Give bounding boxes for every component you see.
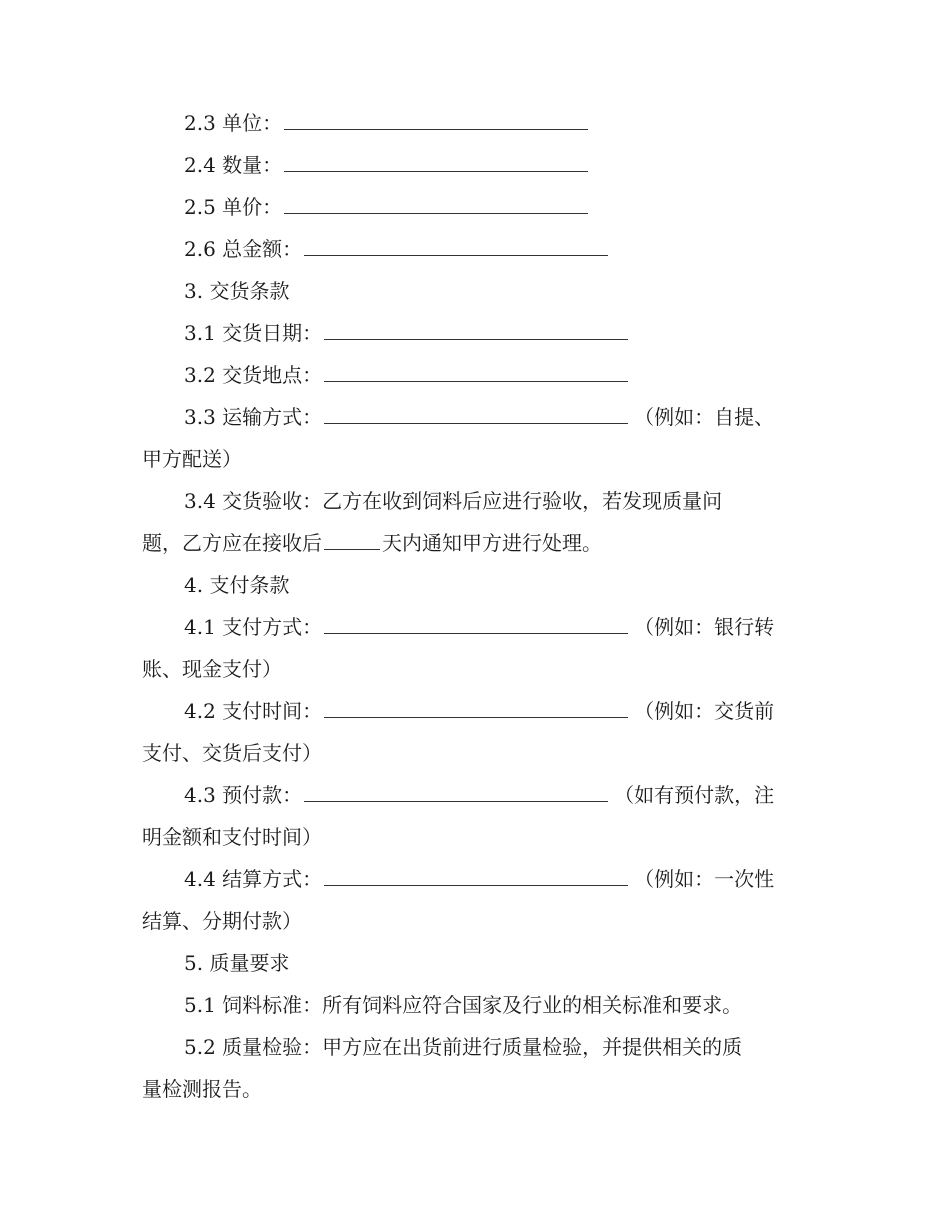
section-5-heading: 5. 质量要求 (184, 951, 290, 975)
clause-3-4-continuation (142, 530, 802, 556)
clause-hint: （例如：自提、 (634, 405, 775, 429)
clause-4-3-prepayment (184, 782, 844, 808)
clause-4-3-continuation: 明金额和支付时间） (142, 825, 322, 849)
clause-text: 3.2 交货地点： (184, 363, 323, 387)
clause-text: 2.4 数量： (184, 153, 283, 177)
clause-text: 3.3 运输方式： (184, 405, 323, 429)
clause-3-3-continuation: 甲方配送） (142, 447, 242, 471)
clause-4-4-continuation: 结算、分期付款） (142, 909, 302, 933)
clause-text: 4.1 支付方式： (184, 615, 323, 639)
fill-blank-delivery-place[interactable] (324, 362, 628, 382)
fill-blank-unit[interactable] (284, 110, 588, 130)
clause-3-3-transport-method (184, 404, 844, 430)
clause-text: 4.4 结算方式： (184, 867, 323, 891)
clause-hint: （例如：银行转 (634, 615, 775, 639)
clause-hint: （例如：一次性 (634, 867, 775, 891)
clause-2-3-unit (184, 110, 844, 136)
clause-4-2-continuation: 支付、交货后支付） (142, 741, 322, 765)
clause-3-4-acceptance: 3.4 交货验收：乙方在收到饲料后应进行验收，若发现质量问 (184, 489, 723, 513)
section-3-heading: 3. 交货条款 (184, 279, 290, 303)
clause-3-2-delivery-place (184, 362, 844, 388)
clause-text: 2.3 单位： (184, 111, 283, 135)
clause-4-2-payment-time (184, 698, 844, 724)
clause-4-4-settlement-method (184, 866, 844, 892)
fill-blank-quantity[interactable] (284, 152, 588, 172)
clause-hint: （如有预付款，注 (614, 783, 775, 807)
section-4-heading: 4. 支付条款 (184, 573, 290, 597)
clause-5-1-feed-standard: 5.1 饲料标准：所有饲料应符合国家及行业的相关标准和要求。 (184, 993, 743, 1017)
clause-text: 3.1 交货日期： (184, 321, 323, 345)
fill-blank-payment-method[interactable] (324, 614, 628, 634)
fill-blank-days[interactable] (324, 530, 380, 550)
fill-blank-transport-method[interactable] (324, 404, 628, 424)
clause-text: 2.6 总金额： (184, 237, 303, 261)
fill-blank-delivery-date[interactable] (324, 320, 628, 340)
clause-text: 天内通知甲方进行处理。 (382, 531, 602, 555)
fill-blank-payment-time[interactable] (324, 698, 628, 718)
clause-hint: （例如：交货前 (634, 699, 775, 723)
fill-blank-total-amount[interactable] (304, 236, 608, 256)
clause-2-5-unit-price (184, 194, 844, 220)
clause-text: 4.3 预付款： (184, 783, 303, 807)
clause-4-1-continuation: 账、现金支付） (142, 657, 282, 681)
clause-text: 2.5 单价： (184, 195, 283, 219)
fill-blank-unit-price[interactable] (284, 194, 588, 214)
clause-4-1-payment-method (184, 614, 844, 640)
fill-blank-prepayment[interactable] (304, 782, 608, 802)
fill-blank-settlement-method[interactable] (324, 866, 628, 886)
clause-5-2-quality-inspection: 5.2 质量检验：甲方应在出货前进行质量检验，并提供相关的质 (184, 1035, 743, 1059)
clause-text: 题，乙方应在接收后 (142, 531, 322, 555)
clause-5-2-continuation: 量检测报告。 (142, 1077, 262, 1101)
clause-text: 4.2 支付时间： (184, 699, 323, 723)
clause-2-4-quantity (184, 152, 844, 178)
clause-2-6-total-amount (184, 236, 844, 262)
clause-3-1-delivery-date (184, 320, 844, 346)
